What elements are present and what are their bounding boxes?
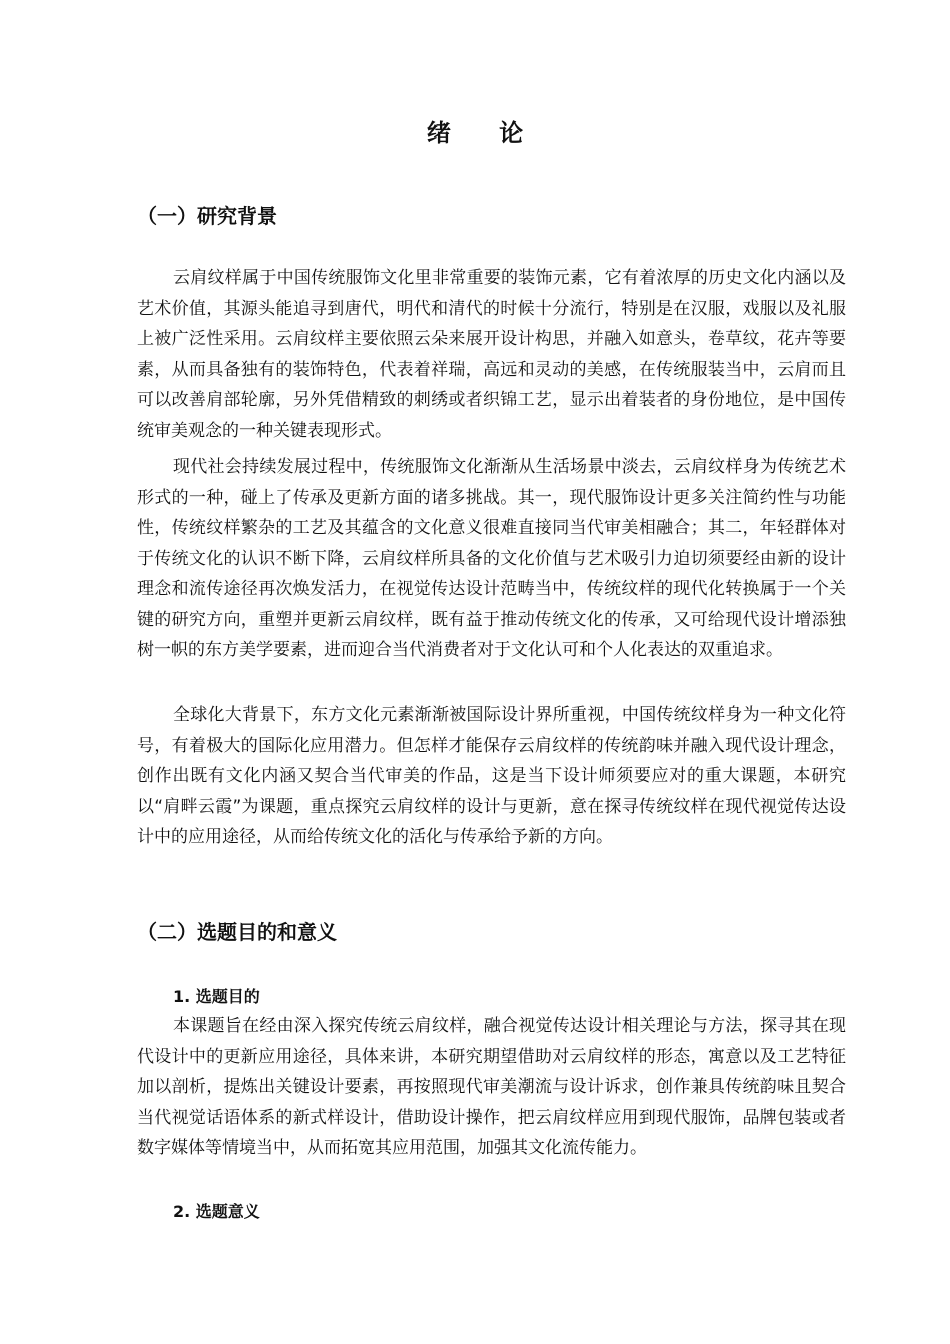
section-heading-purpose-significance: （二）选题目的和意义 — [137, 920, 337, 944]
page-title: 绪 论 — [426, 119, 544, 147]
paragraph-purpose: 本课题旨在经由深入探究传统云肩纹样，融合视觉传达设计相关理论与方法，探寻其在现代设计中的更新应用途径，具体来讲，本研究期望借助对云肩纹样的形态，寓意以及工艺特征加以剖析，提炼出关键设计要素，再按照现代审美潮流与设计诉求，创作兼具传统韵味且契合当代视觉话语体系的新式样设计，借助设计操作，把云肩纹样应用到现代服饰，品牌包装或者数字媒体等情境当中，从而拓宽其应用范围，加强其文化流传能力。 — [137, 1016, 846, 1158]
paragraph-background-1: 云肩纹样属于中国传统服饰文化里非常重要的装饰元素，它有着浓厚的历史文化内涵以及艺术价值，其源头能追寻到唐代，明代和清代的时候十分流行，特别是在汉服，戏服以及礼服上被广泛性采用。云肩纹样主要依照云朵来展开设计构思，并融入如意头，卷草纹，花卉等要素，从而具备独有的装饰特色，代表着祥瑞，高远和灵动的美感，在传统服装当中，云肩而且可以改善肩部轮廓，另外凭借精致的刺绣或者织锦工艺，显示出着装者的身份地位，是中国传统审美观念的一种关键表现形式。 — [137, 268, 846, 441]
subsection-heading-purpose: 1. 选题目的 — [173, 987, 260, 1006]
paragraph-background-3: 全球化大背景下，东方文化元素渐渐被国际设计界所重视，中国传统纹样身为一种文化符号，有着极大的国际化应用潜力。但怎样才能保存云肩纹样的传统韵味并融入现代设计理念，创作出既有文化内涵又契合当代审美的作品，这是当下设计师须要应对的重大课题，本研究以“肩畔云霞”为课题，重点探究云肩纹样的设计与更新，意在探寻传统纹样在现代视觉传达设计中的应用途径，从而给传统文化的活化与传承给予新的方向。 — [137, 705, 846, 847]
subsection-heading-significance: 2. 选题意义 — [173, 1202, 260, 1221]
section-heading-background: （一）研究背景 — [137, 204, 277, 228]
paragraph-background-2: 现代社会持续发展过程中，传统服饰文化渐渐从生活场景中淡去，云肩纹样身为传统艺术形式的一种，碰上了传承及更新方面的诸多挑战。其一，现代服饰设计更多关注简约性与功能性，传统纹样繁杂的工艺及其蕴含的文化意义很难直接同当代审美相融合；其二，年轻群体对于传统文化的认识不断下降，云肩纹样所具备的文化价值与艺术吸引力迫切须要经由新的设计理念和流传途径再次焕发活力，在视觉传达设计范畴当中，传统纹样的现代化转换属于一个关键的研究方向，重塑并更新云肩纹样，既有益于推动传统文化的传承，又可给现代设计增添独树一帜的东方美学要素，进而迎合当代消费者对于文化认可和个人化表达的双重追求。 — [137, 457, 846, 660]
